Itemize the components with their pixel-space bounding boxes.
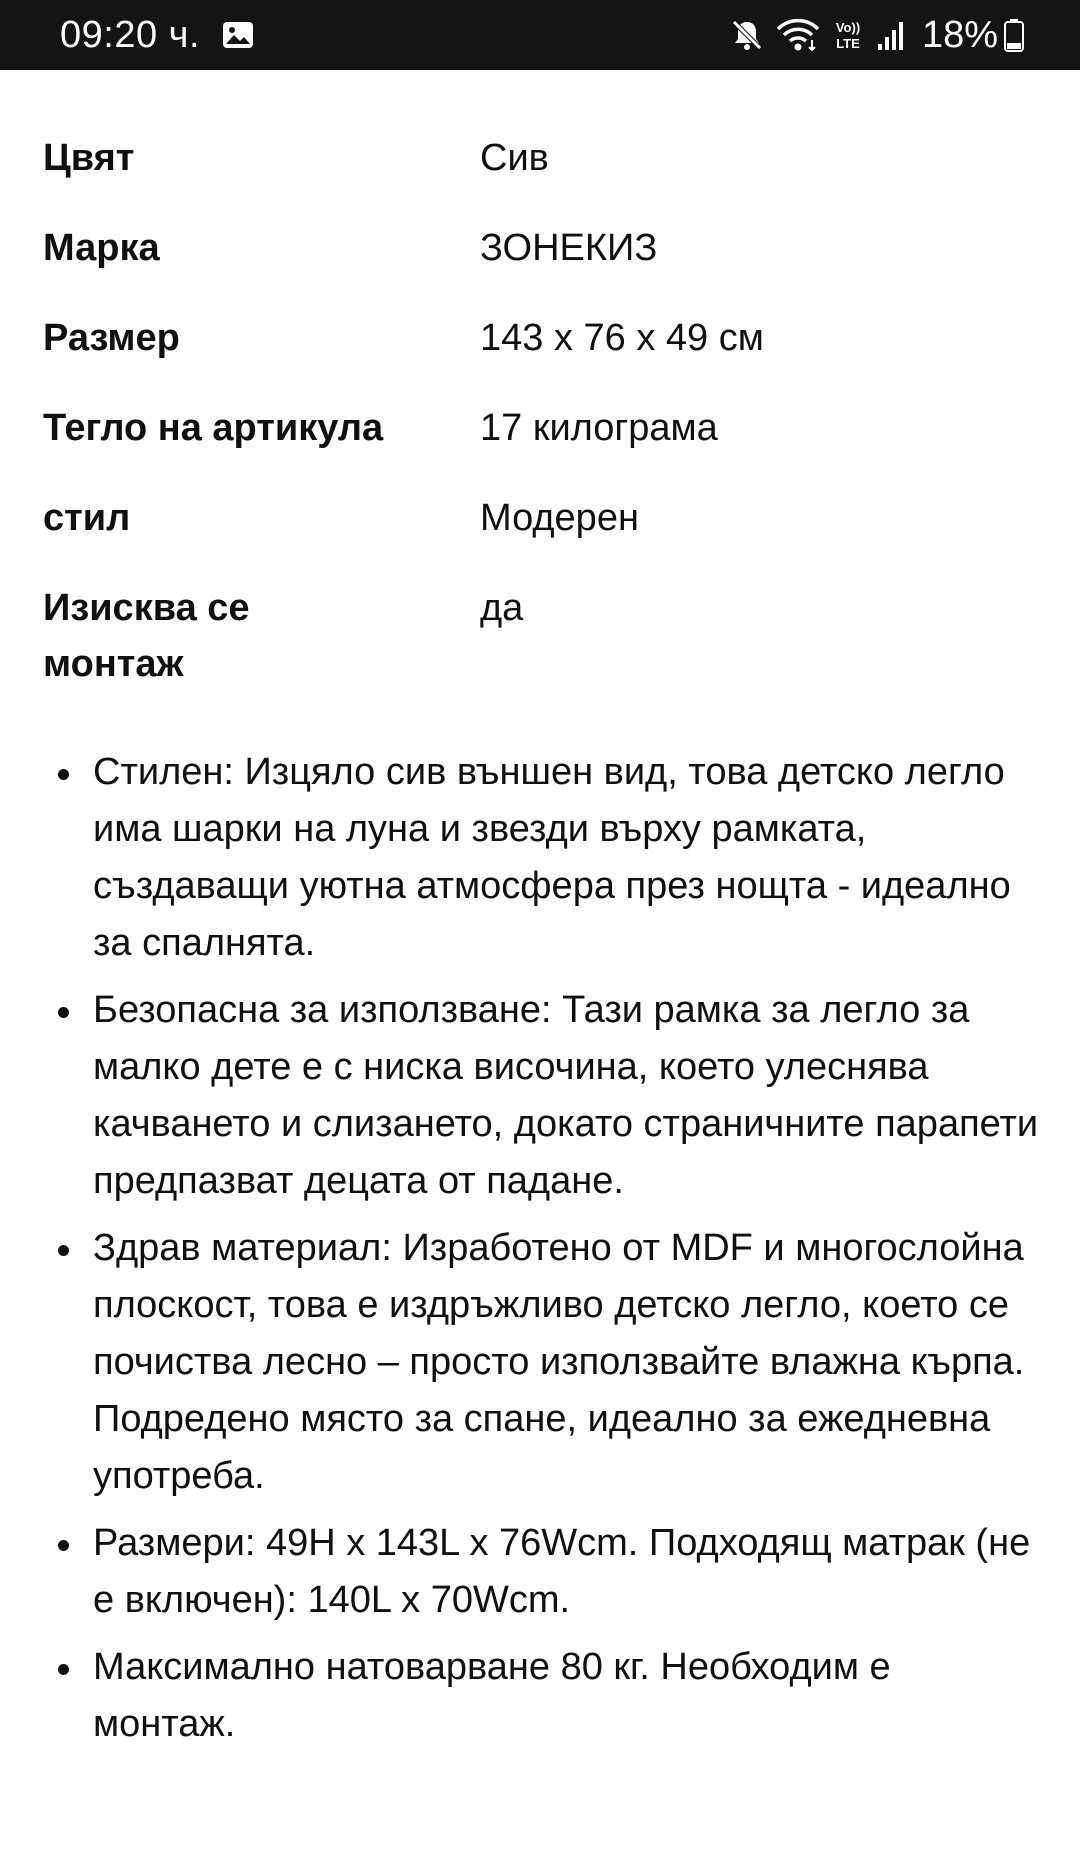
feature-text: Безопасна за използване: Тази рамка за легло за малко дете е с ниска височина, което улеснява качването и слизането, докато страничните парапети предпазват децата от падане. [93,989,1039,1202]
battery-icon [1004,18,1024,52]
spec-value: ЗОНЕКИЗ [480,227,658,269]
feature-text: Здрав материал: Изработено от MDF и многослойна плоскост, това е издръжливо детско легло, което се почиства лесно – просто използвайте влажна кърпа. Подредено място за спане, идеално за ежедневна употреба. [93,1227,1025,1497]
spec-value: да [480,587,524,629]
spec-label: Размер [43,317,180,359]
feature-text: Максимално натоварване 80 кг. Необходим е монтаж. [93,1646,891,1745]
spec-label: Марка [43,227,160,269]
status-bar [0,0,1080,70]
list-item [0,982,1080,1210]
spec-label: стил [43,497,131,539]
svg-text:LTE: LTE [836,36,860,51]
status-time: 09:20 ч. [60,14,201,56]
spec-label: Цвят [43,137,135,179]
image-icon [222,21,254,49]
list-item [0,1639,1080,1753]
feature-text: Стилен: Изцяло сив външен вид, това детско легло има шарки на луна и звезди върху рамката, създаващи уютна атмосфера през нощта - идеално за спалнята. [93,751,1011,964]
mute-icon [730,18,764,52]
feature-bullet-list [0,744,1080,1763]
spec-value: Модерен [480,497,639,539]
wifi-icon [776,18,820,52]
bullet-icon [58,1007,69,1018]
volte-icon [832,18,864,52]
spec-value: 17 килограма [480,407,718,449]
bullet-icon [58,1245,69,1256]
spec-row-size [43,310,1043,366]
spec-row-assembly [43,580,1043,692]
spec-row-color [43,130,1043,186]
spec-row-brand [43,220,1043,276]
bullet-icon [58,1664,69,1675]
bullet-icon [58,1540,69,1551]
list-item [0,1220,1080,1505]
spec-row-weight [43,400,1043,456]
feature-text: Размери: 49H x 143L x 76Wcm. Подходящ матрак (не е включен): 140L x 70Wcm. [93,1522,1031,1621]
list-item [0,1515,1080,1629]
spec-label: Тегло на артикула [43,407,384,449]
battery-percent: 18% [921,14,998,56]
bullet-icon [58,769,69,780]
spec-value: Сив [480,137,549,179]
list-item [0,744,1080,972]
product-specs-table [43,130,1043,726]
spec-value: 143 x 76 x 49 см [480,317,764,359]
spec-row-style [43,490,1043,546]
status-icons [730,10,1024,60]
svg-text:Vo)): Vo)) [835,20,861,35]
spec-label: Изисква се монтаж [43,587,250,685]
signal-icon [876,18,906,52]
